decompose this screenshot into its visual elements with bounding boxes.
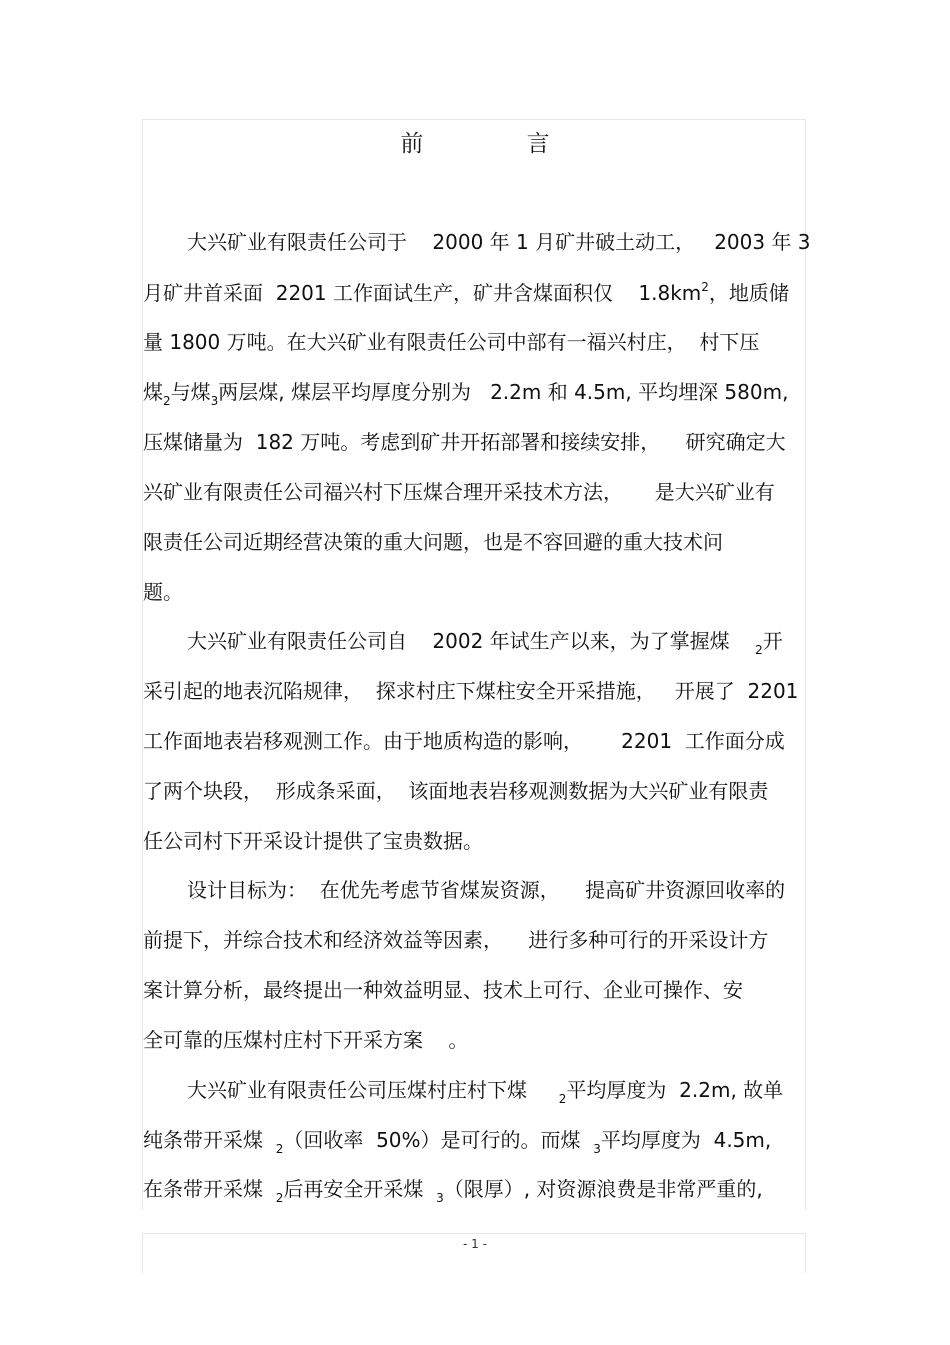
page-title: 前 言 — [400, 131, 598, 157]
text-line: 压煤储量为 182 万吨。考虑到矿井开拓部署和接续安排， 研究确定大 — [143, 430, 786, 454]
text-line: 前提下，并综合技术和经济效益等因素， 进行多种可行的开采设计方 — [143, 928, 769, 952]
text-line: 限责任公司近期经营决策的重大问题，也是不容回避的重大技术问 — [143, 530, 723, 554]
text-line: 工作面地表岩移观测工作。由于地质构造的影响， 2201 工作面分成 — [143, 729, 785, 753]
text-line: 大兴矿业有限责任公司自 2002 年试生产以来，为了掌握煤 $_2$开 — [187, 629, 783, 657]
text-line: 全可靠的压煤村庄村下开采方案 。 — [143, 1028, 469, 1052]
text-line: 在条带开采煤 $_2$后再安全开采煤 $_3$（限厚）, 对资源浪费是非常严重的, — [143, 1177, 763, 1205]
text-line: 大兴矿业有限责任公司于 2000 年 1 月矿井破土动工， 2003 年 3 — [187, 230, 811, 254]
text-line: 大兴矿业有限责任公司压煤村庄村下煤 $_2$平均厚度为 2.2m, 故单 — [187, 1078, 784, 1106]
text-line: 采引起的地表沉陷规律， 探求村庄下煤柱安全开采措施， 开展了 2201 — [143, 679, 799, 703]
text-line: 设计目标为： 在优先考虑节省煤炭资源， 提高矿井资源回收率的 — [187, 878, 786, 902]
text-line: 月矿井首采面 2201 工作面试生产，矿井含煤面积仅 $1.8km^2$，地质储 — [143, 280, 789, 305]
text-line: 量 1800 万吨。在大兴矿业有限责任公司中部有一福兴村庄， 村下压 — [143, 330, 760, 354]
text-line: 案计算分析，最终提出一种效益明显、技术上可行、企业可操作、安 — [143, 978, 743, 1002]
text-line: 任公司村下开采设计提供了宝贵数据。 — [143, 829, 483, 853]
text-line: 煤$_2$与煤$_3$两层煤, 煤层平均厚度分别为 2.2m 和 4.5m, 平均埋深 580m, — [143, 380, 789, 408]
page-number: - 1 - — [463, 1237, 487, 1251]
text-line: 纯条带开采煤 $_2$（回收率 50%）是可行的。而煤 $_3$平均厚度为 4.5m, — [143, 1128, 772, 1156]
text-line: 了两个块段， 形成条采面， 该面地表岩移观测数据为大兴矿业有限责 — [143, 779, 769, 803]
text-line: 兴矿业有限责任公司福兴村下压煤合理开采技术方法， 是大兴矿业有 — [143, 480, 775, 504]
text-line: 题。 — [143, 580, 183, 604]
